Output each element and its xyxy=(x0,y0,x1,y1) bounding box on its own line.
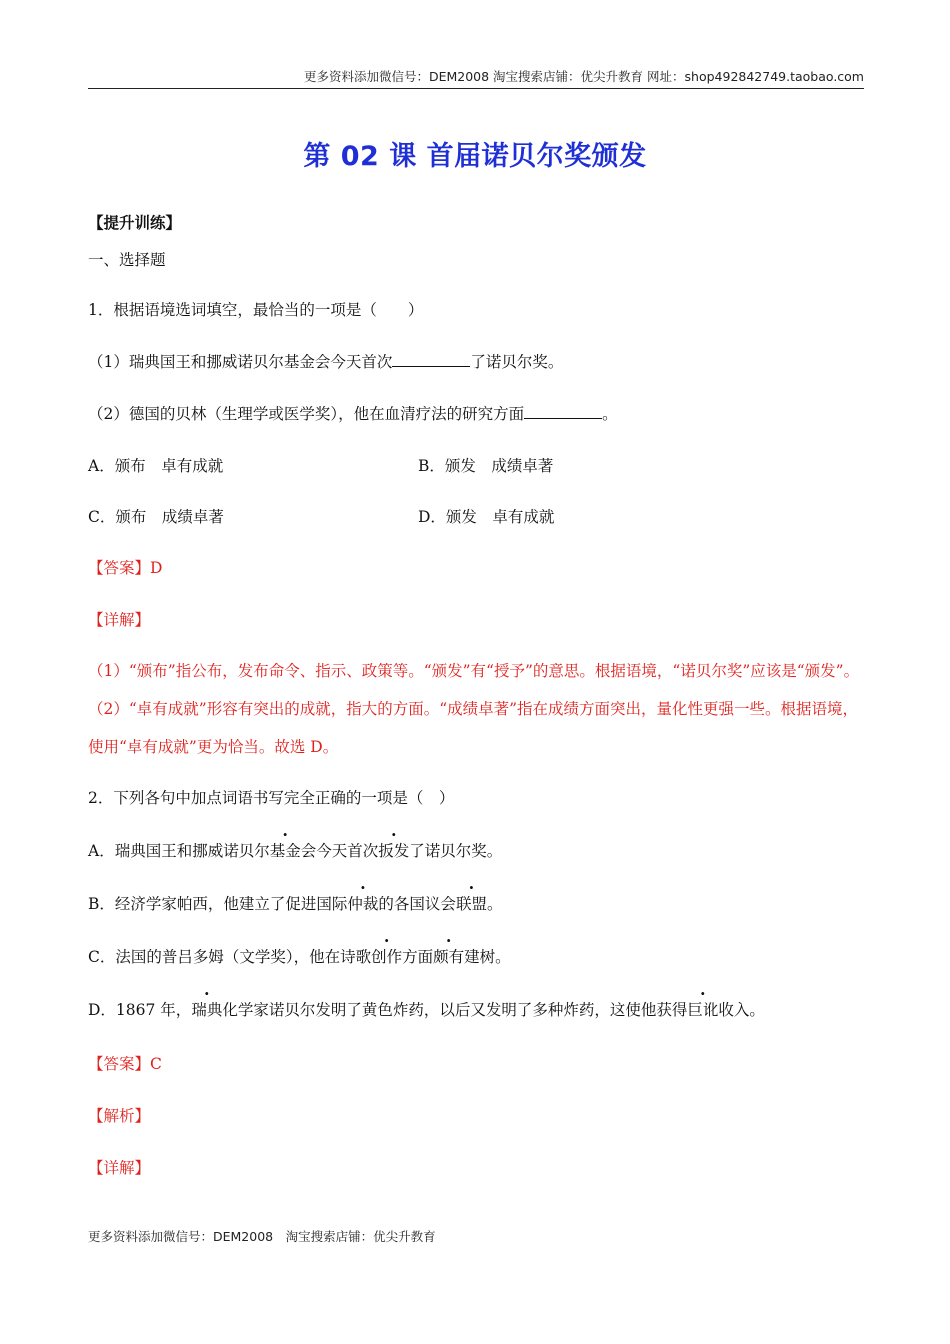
q1-s1-text-after: 了诺贝尔奖。 xyxy=(470,353,564,371)
q2-stem: 2．下列各句中加点词语书写完全正确的一项是（ ） xyxy=(88,789,455,807)
q1-option-c: C．颁布 成绩卓著 xyxy=(88,508,224,526)
q1-s1-text: （1）瑞典国王和挪威诺贝尔基金会今天首次 xyxy=(88,353,393,371)
q2-option-a xyxy=(88,840,502,862)
q2-answer: 【答案】C xyxy=(88,1055,162,1073)
q2-c-dotted-word-1: 创作 xyxy=(371,948,403,966)
q1-option-a: A．颁布 卓有成就 xyxy=(88,457,224,475)
q1-sentence-2 xyxy=(88,403,618,425)
q1-option-b: B．颁发 成绩卓著 xyxy=(418,457,554,475)
q2-a-text-3: 了诺贝尔奖。 xyxy=(409,842,503,860)
q2-c-text-2: 方面 xyxy=(402,948,434,966)
q1-sentence-1 xyxy=(88,351,563,373)
section-label: 【提升训练】 xyxy=(88,214,182,232)
q2-c-text: C．法国的普吕多姆（文学奖），他在诗歌 xyxy=(88,948,372,966)
q2-b-text-3: 。 xyxy=(486,895,503,913)
q2-analysis-label: 【解析】 xyxy=(88,1107,151,1125)
q2-c-dotted-word-2: 颇有 xyxy=(433,948,465,966)
q2-detail-label: 【详解】 xyxy=(88,1159,151,1177)
q2-option-b xyxy=(88,893,502,915)
q2-b-text-2: 的各国议会 xyxy=(378,895,456,913)
page-header: 更多资料添加微信号：DEM2008 淘宝搜索店铺：优尖升教育 网址：shop492842749.taobao.com xyxy=(88,68,864,89)
q2-b-dotted-word-2: 联盟 xyxy=(455,895,487,913)
page-footer: 更多资料添加微信号：DEM2008 淘宝搜索店铺：优尖升教育 xyxy=(88,1229,436,1244)
page-title: 第 02 课 首届诺贝尔奖颁发 xyxy=(303,141,647,172)
q2-option-c xyxy=(88,946,511,968)
q1-options-row-1 xyxy=(88,455,864,477)
q2-option-d xyxy=(88,999,765,1021)
q1-options-row-2 xyxy=(88,506,864,528)
q2-a-text: A．瑞典国王和挪威诺贝尔 xyxy=(88,842,270,860)
q2-a-dotted-word-1: 基金 xyxy=(269,842,301,860)
q1-detail-label: 【详解】 xyxy=(88,611,151,629)
q2-a-dotted-word-2: 扳发 xyxy=(378,842,410,860)
q2-a-text-2: 会今天首次 xyxy=(300,842,379,860)
q2-d-text-3: 收入。 xyxy=(718,1001,765,1019)
q2-d-text-2: 化学家诺贝尔发明了黄色炸药，以后又发明了多种炸药，这使他获得 xyxy=(222,1001,688,1019)
q1-option-d: D．颁发 卓有成就 xyxy=(418,508,555,526)
q2-b-dotted-word-1: 仲裁 xyxy=(347,895,379,913)
q1-s2-text: （2）德国的贝林（生理学或医学奖），他在血清疗法的研究方面 xyxy=(88,405,525,423)
q1-stem: 1．根据语境选词填空，最恰当的一项是（ ） xyxy=(88,301,424,319)
q1-s2-text-after: 。 xyxy=(602,405,618,423)
q2-d-dotted-word-2: 巨讹 xyxy=(687,1001,719,1019)
q1-s1-blank xyxy=(392,352,470,367)
q1-answer: 【答案】D xyxy=(88,559,163,577)
q1-detail-text: （1）“颁布”指公布，发布命令、指示、政策等。“颁发”有“授予”的意思。根据语境，“诺贝尔奖”应该是“颁发”。（2）“卓有成就”形容有突出的成就，指大的方面。“成绩卓著”指在成绩方面突出，量化性更强一些。根据语境，使用“卓有成就”更为恰当。故选 D。 xyxy=(88,662,860,756)
part-label: 一、选择题 xyxy=(88,251,166,269)
q2-d-dotted-word-1: 瑞典 xyxy=(191,1001,223,1019)
q1-s2-blank xyxy=(524,404,602,419)
q2-d-text: D．1867 年， xyxy=(88,1001,192,1019)
q2-c-text-3: 建树。 xyxy=(464,948,511,966)
q2-b-text: B．经济学家帕西，他建立了促进国际 xyxy=(88,895,348,913)
